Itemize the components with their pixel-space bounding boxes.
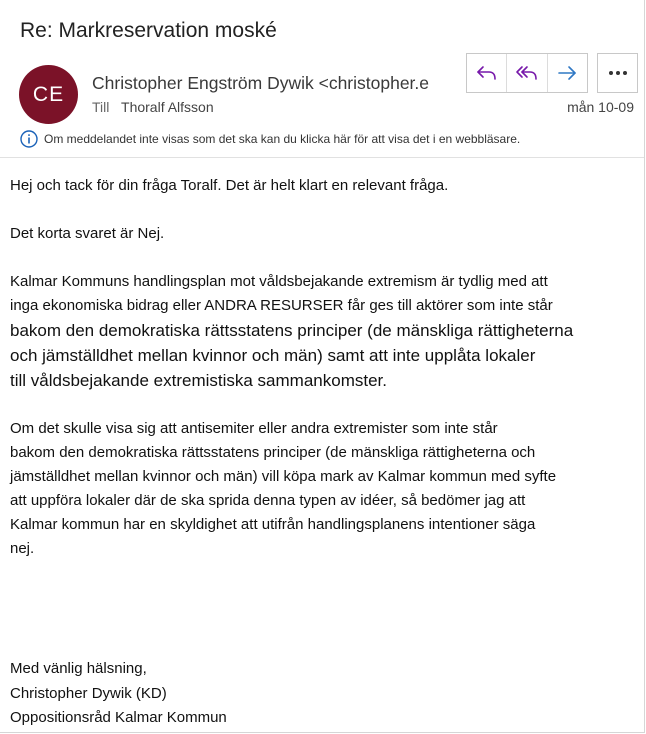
body-line: bakom den demokratiska rättsstatens principer (de mänskliga rättigheterna [10, 321, 574, 340]
body-line: att uppföra lokaler där de ska sprida denna typen av idéer, så bedömer jag att [10, 492, 526, 509]
info-bar[interactable] [20, 130, 520, 148]
body-line: och jämställdhet mellan kvinnor och män) samt att inte upplåta lokaler [10, 346, 536, 365]
forward-button[interactable] [548, 54, 587, 92]
body-paragraph-conclusion [10, 417, 640, 561]
sender-avatar[interactable] [19, 65, 78, 124]
body-line: bakom den demokratiska rättsstatens principer (de mänskliga rättigheterna och [10, 444, 536, 461]
body-line: Kalmar Kommuns handlingsplan mot våldsbejakande extremism är tydlig med att [10, 273, 548, 290]
body-paragraph-policy [10, 270, 640, 393]
email-subject: Re: Markreservation moské [20, 19, 277, 42]
signature-line: Christopher Dywik (KD) [10, 684, 167, 702]
body-line: Om det skulle visa sig att antisemiter eller andra extremister som inte står [10, 420, 498, 437]
avatar-initials: CE [32, 82, 65, 106]
body-line: till våldsbejakande extremistiska sammankomster. [10, 371, 387, 390]
body-paragraph-greeting: Hej och tack för din fråga Toralf. Det är helt klart en relevant fråga. [10, 177, 449, 194]
email-signature [10, 657, 227, 731]
sender-name[interactable]: Christopher Engström Dywik <christopher.e [92, 73, 430, 93]
reply-button[interactable] [467, 54, 507, 92]
header-divider [0, 157, 644, 158]
more-icon [608, 70, 628, 76]
reply-icon [476, 64, 498, 82]
body-line: nej. [10, 540, 35, 557]
recipient-name[interactable]: Thoralf Alfsson [121, 99, 214, 115]
reply-actions-group [466, 53, 588, 93]
signature-line: Oppositionsråd Kalmar Kommun [10, 709, 227, 726]
email-date: mån 10-09 [567, 99, 634, 115]
email-body [10, 174, 640, 585]
reply-all-icon [515, 64, 539, 82]
body-paragraph-answer: Det korta svaret är Nej. [10, 225, 165, 242]
info-bar-text[interactable]: Om meddelandet inte visas som det ska kan du klicka här för att visa det i en webbläsare. [44, 132, 521, 146]
forward-icon [556, 64, 578, 82]
signature-line: Med vänlig hälsning, [10, 660, 147, 677]
body-line: Kalmar kommun har en skyldighet att utifrån handlingsplanens intentioner säga [10, 516, 536, 533]
body-line: inga ekonomiska bidrag eller ANDRA RESURSER får ges till aktörer som inte står [10, 297, 553, 314]
recipient-label: Till [92, 99, 110, 115]
more-actions-button[interactable] [597, 53, 638, 93]
info-icon [20, 130, 38, 148]
reply-all-button[interactable] [507, 54, 547, 92]
recipient-row [92, 99, 214, 115]
body-line: jämställdhet mellan kvinnor och män) vill köpa mark av Kalmar kommun med syfte [10, 468, 557, 485]
